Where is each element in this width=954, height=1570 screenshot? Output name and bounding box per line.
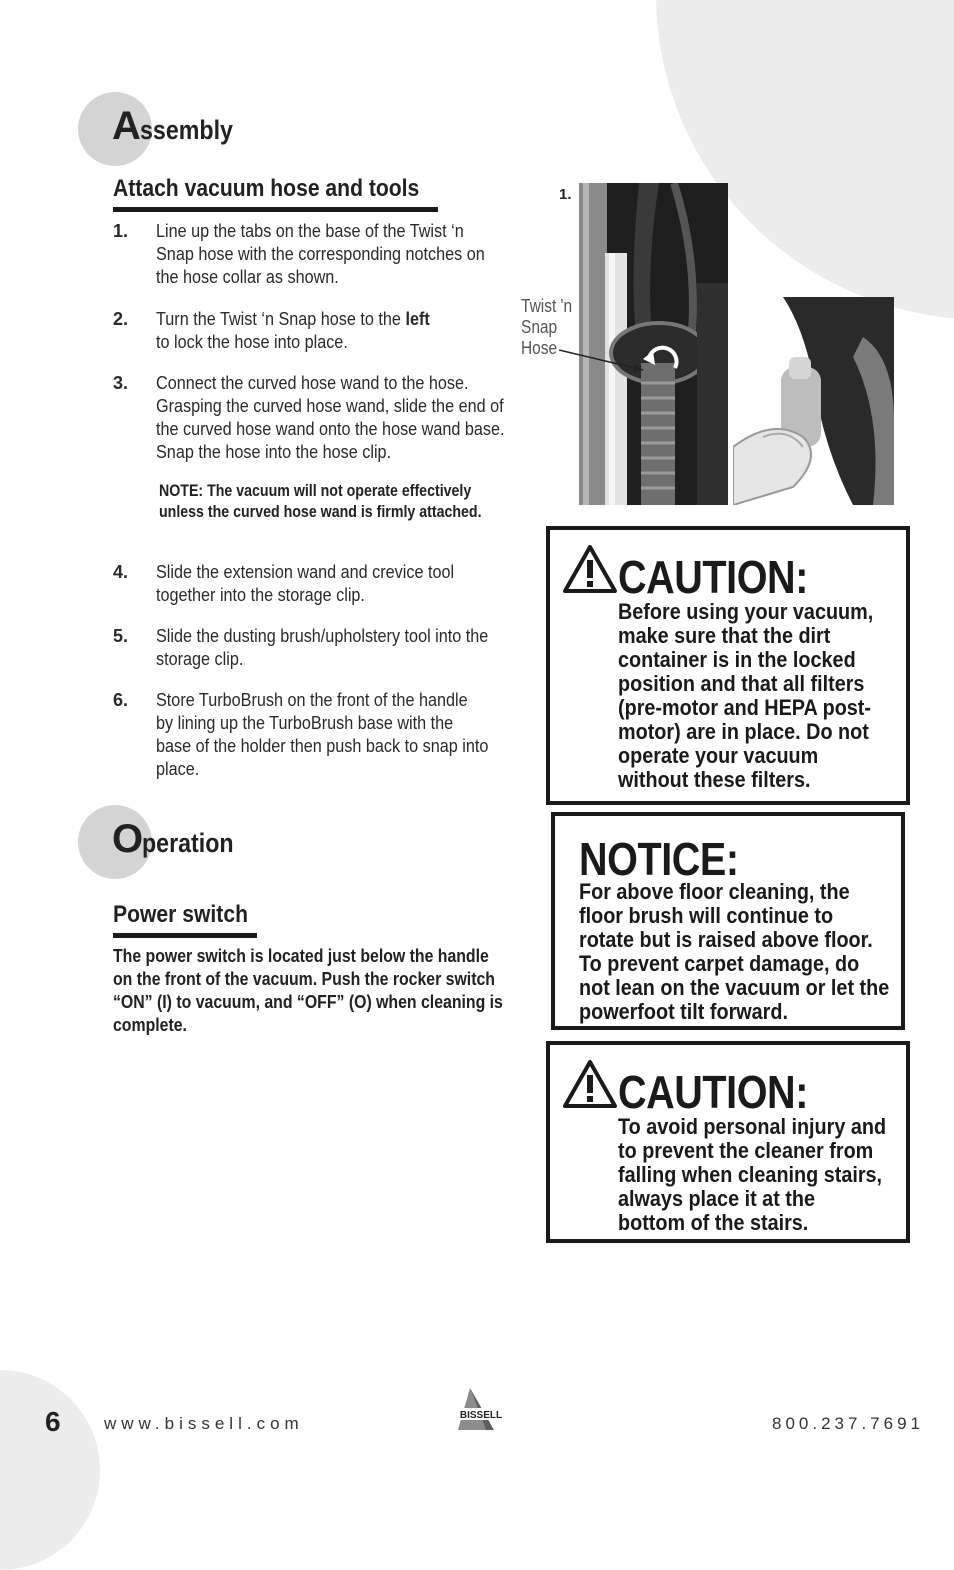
step-number: 4. (113, 562, 129, 582)
step-text: Slide the dusting brush/upholstery tool into the storage clip. (156, 626, 489, 669)
subheading-attach-hose: Attach vacuum hose and tools (113, 175, 420, 202)
section-title-rest: ssembly (139, 115, 233, 145)
subheading-power-switch: Power switch (113, 901, 248, 928)
section-title-operation (112, 817, 249, 862)
step-number: 2. (113, 309, 129, 329)
warning-triangle-icon (562, 544, 618, 594)
warning-triangle-icon (562, 1059, 618, 1109)
turbobrush-storage-illustration (733, 297, 894, 505)
step-text (156, 308, 489, 354)
figure-6-photo (733, 297, 894, 505)
section-title-rest: peration (142, 828, 234, 858)
notice-title: NOTICE: (579, 833, 739, 885)
power-switch-text: The power switch is located just below the handle on the front of the vacuum. Push the rocker switch “ON” (I) to vacuum, and “OFF” (O) when cleaning is complete. (113, 946, 503, 1035)
step-number: 3. (113, 373, 129, 393)
note-text: NOTE: The vacuum will not operate effectively unless the curved hose wand is firmly attached. (159, 482, 482, 521)
figure-1-photo (579, 183, 728, 505)
notice-text: For above floor cleaning, the floor brush will continue to rotate but is raised above floor. To prevent carpet damage, do not lean on the vacuum or let the powerfoot tilt forward. (579, 879, 890, 1024)
step-text-part: Turn the Twist ‘n Snap hose to the (156, 309, 406, 329)
footer-website-link[interactable]: www.bissell.com (104, 1414, 304, 1433)
step-text: Line up the tabs on the base of the Twist ‘n Snap hose with the corresponding notches on the hose collar as shown. (156, 221, 485, 287)
step-number: 6. (113, 690, 129, 710)
caution-box-filters (546, 526, 910, 805)
bissell-logo (450, 1386, 512, 1434)
callout-line: Hose (521, 338, 558, 358)
subheading-underline (113, 207, 438, 212)
figure-1-label: 1. (559, 186, 572, 203)
caution-box-stairs (546, 1041, 910, 1243)
hose-collar-illustration (579, 183, 728, 505)
caution-title: CAUTION: (618, 551, 808, 603)
callout-leader-line (559, 346, 649, 376)
page-number: 6 (45, 1406, 61, 1437)
section-title-initial: A (112, 104, 140, 148)
callout-line: Twist 'n (521, 296, 573, 316)
callout-line: Snap (521, 317, 558, 337)
step-number: 1. (113, 221, 129, 241)
caution-title: CAUTION: (618, 1066, 808, 1118)
notice-box-floor-cleaning (551, 812, 905, 1030)
page-number-circle-decoration (0, 1370, 100, 1570)
section-title-initial: O (112, 817, 143, 861)
step-text-part: to lock the hose into place. (156, 332, 348, 352)
caution-text: Before using your vacuum, make sure that the dirt container is in the locked position and that all filters (pre-motor and HEPA post-motor) are in place. Do not operate your vacuum without these filters. (618, 599, 874, 792)
step-text: Slide the extension wand and crevice tool together into the storage clip. (156, 562, 455, 605)
caution-text: To avoid personal injury and to prevent the cleaner from falling when cleaning stairs, always place it at the bottom of the stairs. (618, 1114, 887, 1235)
bissell-logo-icon (450, 1386, 512, 1434)
step-number: 5. (113, 626, 129, 646)
step-text: Store TurboBrush on the front of the handle by lining up the TurboBrush base with the base of the holder then push back to snap into place. (156, 690, 489, 779)
footer-phone-number: 800.237.7691 (772, 1414, 924, 1433)
subheading-underline (113, 933, 257, 938)
logo-wordmark: BISSELL (459, 1410, 503, 1421)
step-text-bold: left (405, 309, 430, 329)
section-title-assembly (112, 104, 248, 149)
step-text: Connect the curved hose wand to the hose. Grasping the curved hose wand, slide the end of the curved hose wand onto the hose wand base. Snap the hose into the hose clip. (156, 373, 505, 462)
